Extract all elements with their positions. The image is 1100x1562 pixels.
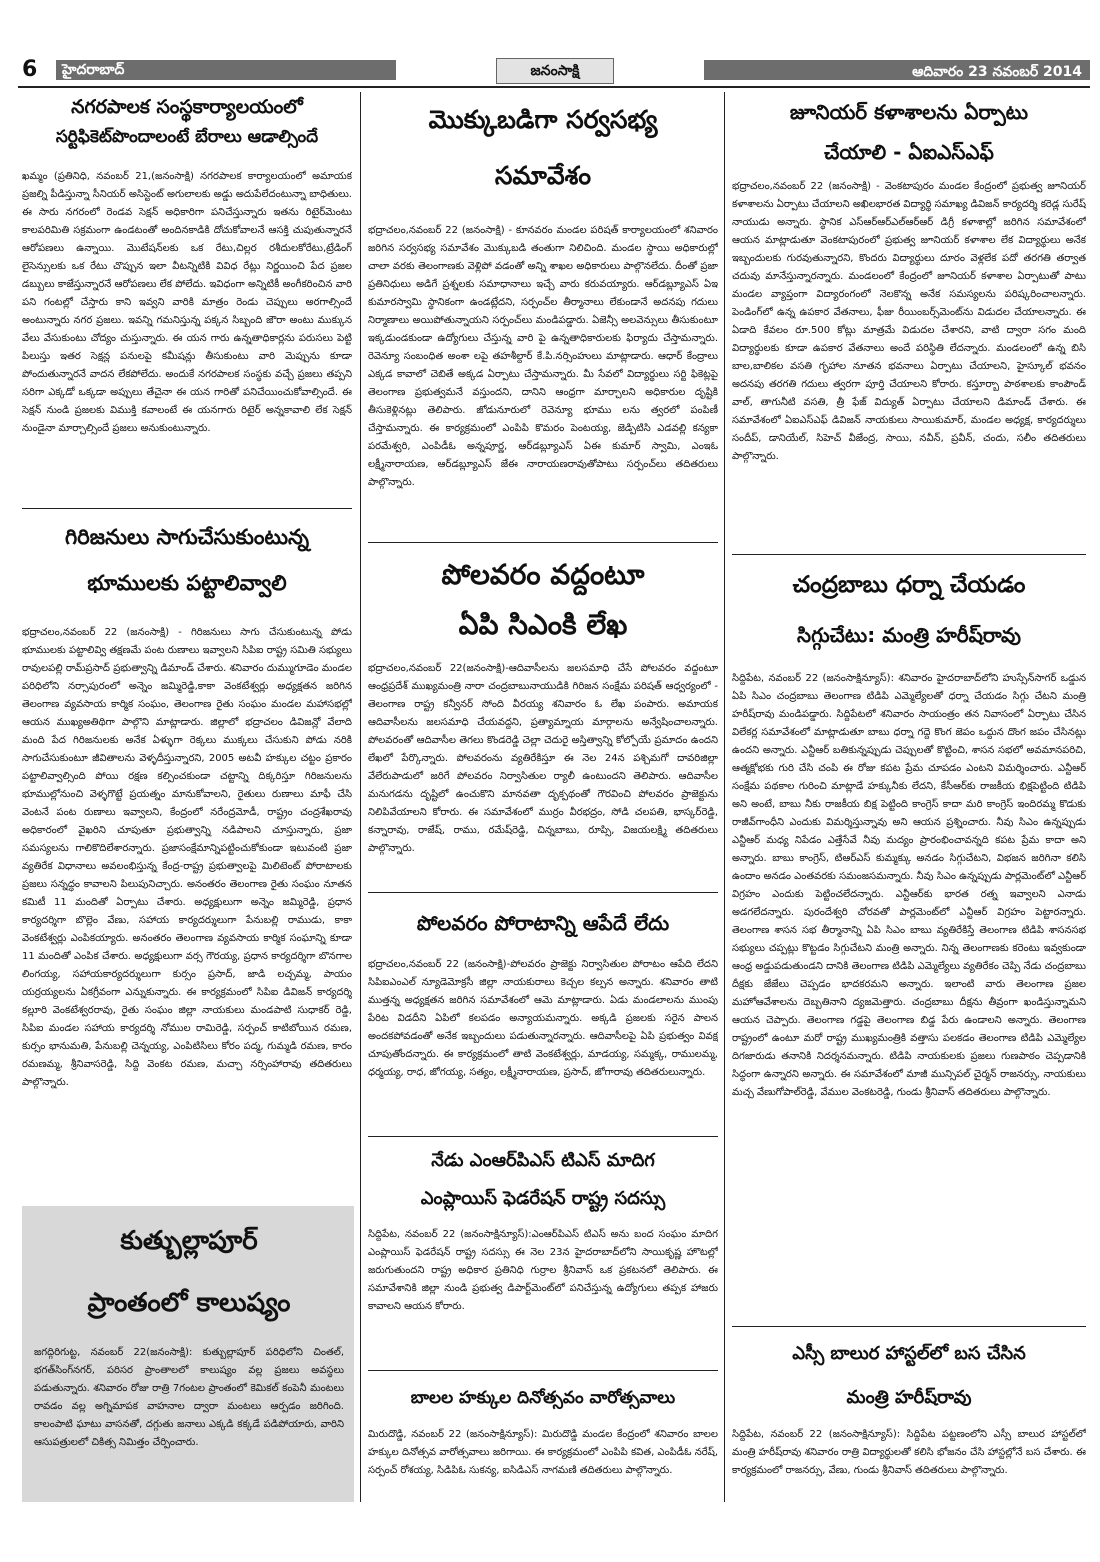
headline: పోలవరం వద్దంటూ [441, 558, 645, 591]
headline: సిగ్గుచేటు: మంత్రి హరీష్‌రావు [797, 623, 1021, 647]
article-chandrababu [732, 560, 1086, 1318]
masthead-rule [18, 86, 1090, 88]
headline: జూనియర్ కళాశాలను ఏర్పాటు [789, 100, 1029, 124]
section-rule [368, 1136, 718, 1137]
headline: కుత్బుల్లాపూర్ [120, 1226, 258, 1256]
article-polavaram-lekha [368, 550, 718, 894]
section-rule [732, 554, 1086, 555]
section-rule [368, 892, 718, 893]
section-rule [368, 1370, 718, 1371]
city-label: హైదరాబాద్ [62, 62, 125, 78]
section-rule [732, 1326, 1086, 1327]
newspaper-logo: జనంసాక్షి [496, 58, 614, 84]
column-rule-left [360, 92, 361, 1502]
article-body: భద్రాచలం,నవంబర్ 22 (జనంసాక్షి)-పోలవరం ప్రాజెక్టు నిర్వాసితుల పోరాటం ఆపేది లేదని సిపిఐఎంఎల్ న్యూడెమోక్రసీ జిల్లా నాయకురాలు కెచ్చల కల్పన అన్నారు. శనివారం తాటి ముత్తన్న అధ్యక్షతన జరిగిన సమావేశంలో ఆమె మాట్లాడారు. ఏడు మండలాలను ముంపు పేరిట విడదీని ఏపిలో కలపడం అన్యాయమన్నారు. అక్కడి ప్రజలకు సరైన పాలన అందకపోవడంతో అనేక ఇబ్బందులు పడుతున్నారన్నారు. ఆదివాసీలపై ఏపి ప్రభుత్వం వివక్ష చూపుతోందన్నారు. ఈ కార్యక్రమంలో తాటి వెంకటేశ్వర్లు, మాడయ్య, సమ్మక్క, రాములమ్మ, ధర్మయ్య, రాధ, జోగయ్య, సత్యం, లక్ష్మీనారాయణ, ప్రసాద్, జోగారావు తదితరులున్నారు. [368, 959, 718, 1078]
headline: పోలవరం పోరాటాన్ని ఆపేదే లేదు [416, 911, 670, 935]
article-kutbullapur [34, 1210, 344, 1488]
article-junior-college [732, 92, 1086, 556]
masthead [18, 58, 1090, 82]
headline: మొక్కుబడిగా సర్వసభ్య [428, 105, 658, 134]
article-body: సిద్దిపేట, నవంబర్ 22 (జనంసాక్షిన్యూస్): సిద్దిపేట పట్టణంలోని ఎస్సీ బాలుర హాస్టల్‌లో మంత్రి హరీష్‌రావు శనివారం రాత్రి విద్యార్థులతో కలిసి భోజనం చేసి హాస్టల్లోనే బస చేశారు. ఈ కార్యక్రమంలో రాజనర్సు, వేణు, గుండు శ్రీనివాస్ తదితరులు పాల్గొన్నారు. [732, 1429, 1086, 1476]
section-rule [368, 542, 718, 543]
headline: చేయాలి - ఏఐఎస్ఎఫ్ [824, 140, 994, 164]
headline: ఏపి సిఎంకి లేఖ [458, 608, 628, 641]
article-nagarapalaka [22, 92, 352, 486]
headline: భూములకు పట్టాలివ్వాలి [87, 571, 287, 595]
column-rule-right [724, 92, 725, 1502]
article-body: భద్రాచలం,నవంబర్ 22 (జనంసాక్షి) - వెంకటాపురం మండల కేంద్రంలో ప్రభుత్వ జూనియర్ కళాశాలను ఏర్పాటు చేయాలని అఖిలభారత విద్యార్థి సమాఖ్య డివిజన్ కార్యదర్శి కరెడ్ల సురేష్ నాయుడు అన్నారు. స్థానిక ఎస్‌ఆర్‌ఆర్‌ఎల్‌ఆర్‌ఆర్ డిగ్రీ కళాశాల్లో జరిగిన సమావేశంలో ఆయన మాట్లాడుతూ వెంకటాపురంలో ప్రభుత్వ జూనియర్ కళాశాల లేక విద్యార్థులు అనేక ఇబ్బందులకు గురవుతున్నారని, కొందరు విద్యార్థులు దూరం వెళ్లలేక పదో తరగతి తర్వాత చదువు మానేస్తున్నారన్నారు. మండలంలో కేంద్రంలో జూనియర్ కళాశాల ఏర్పాటుతో పాటు మండల వ్యాప్తంగా విద్యారంగంలో నెలకొన్న అనేక సమస్యలను పరిష్కరించాలన్నారు. పెండింగ్‌లో ఉన్న ఉపకార వేతనాలు, ఫీజు రీయింబర్స్‌మెంట్‌ను విడుదల చేయాలన్నారు. ఈ ఏడాది కేవలం రూ.500 కోట్లు మాత్రమే విడుదల చేశారని, వాటి ద్వారా సగం మంది విద్యార్థులకు కూడా ఉపకార వేతనాలు అందే పరిస్థితి లేదన్నారు. మండలంలో ఉన్న బిసి బాల,బాలికల వసతి గృహాల నూతన భవనాలు ఏర్పాటు చేయాలని, హైస్కూల్ భవనం అదనపు తరగతి గదులు త్వరగా పూర్తి చేయాలని కోరారు. కస్తూర్బా పాఠశాలకు కాంపౌండ్ వాల్, తాగునీటి వసతి, త్రీ ఫేజ్ విద్యుత్ ఏర్పాటు చేయాలని డిమాండ్ చేశారు. ఈ సమావేశంలో ఏఐఎస్ఎఫ్ డివిజన్ నాయకులు సాయికుమార్, మండల అధ్యక్ష, కార్యదర్శులు సందీప్, డానియేల్, సిహెచ్ వీజేంద్ర, సాయి, నవీన్, ప్రవీన్, చందు, సలీం తదితరులు పాల్గొన్నారు. [732, 181, 1086, 462]
headline: బాలల హక్కుల దినోత్సవం వారోత్సవాలు [410, 1388, 676, 1408]
article-body: మిరుదొడ్డి, నవంబర్ 22 (జనంసాక్షిన్యూస్): మిరుదొడ్డి మండల కేంద్రంలో శనివారం బాలల హక్కుల దినోత్సవ వారోత్సవాలు జరిగాయి. ఈ కార్యక్రమంలో ఎంపిపి కవిత, ఎంపిడీఓ నరేష్, సర్పంచ్ రోశయ్య, సిడిపిఓ సుకన్య, ఐసిడిఎస్ నాగమణి తదితరులు పాల్గొన్నారు. [368, 1429, 718, 1476]
date-bar [704, 60, 1090, 80]
headline: ఎస్సీ బాలుర హాస్టల్‌లో బస చేసిన [792, 1343, 1026, 1364]
article-body: సిద్దిపేట, నవంబర్ 22 (జనంసాక్షిన్యూస్): శనివారం హైదరాబాద్‌లోని హుస్సేన్‌సాగర్ ఒడ్డున ఏపి సిఎం చంద్రబాబు తెలంగాణ టిడిపి ఎమ్మెల్యేలతో ధర్నా చేయడం సిగ్గు చేటని మంత్రి హరీష్‌రావు మండిపడ్డారు. సిద్దిపేటలో శనివారం సాయంత్రం తన నివాసంలో ఏర్పాటు చేసిన విలేకర్ల సమావేశంలో మాట్లాడుతూ బాబు ధర్నా గద్దె కొంగ జెపం ఒద్దున దొంగ జపం చేసినట్లు ఉందని అన్నారు. ఎన్టీఆర్ బతికున్నప్పుడు చెప్పులతో కొట్టించి, శాసన సభలో అవమానపరిచి, ఆత్మక్షోభకు గురి చేసి చంపి ఈ రోజు కపట ప్రేమ చూపడం ఎంటని విమర్శించారు. ఎన్టీఆర్ సంక్షేమ పథకాల గురించి మాట్లాడే హక్కునీకు లేదని, కేసీఆర్‌కు రాజకీయ భిక్షపెట్టింది టిడిపి అని అంటే, బాబు నీకు రాజకీయ బిక్ష పెట్టింది కాంగ్రెస్ కాదా మరి కాంగ్రెస్ ఇందిరమ్మ కొడుకు రాజీవ్‌గాంధీని ఎందుకు విమర్శిస్తున్నావు అని ఆయన ప్రశ్నించారు. నీవు సిఎం ఉన్నప్పుడు ఎన్టీఆర్ మధ్య నిపేడం ఎత్తేసేవే నీవు మద్యం ప్రారంభించావన్నది కపట ప్రేమ కాదా అని అన్నారు. బాబు కాంగ్రెస్, టిఆర్‌ఎస్ కుమ్మక్కు అనడం సిగ్గుచేటని, విభజన జరిగినా కలిసి ఉందాం అనడం ఎంతవరకు సమంజసమన్నారు. నీవు సిఎం ఉన్నప్పుడు పార్లమెంట్‌లో ఎన్టీఆర్ విగ్రహం ఎందుకు పెట్టించలేదన్నారు. ఎన్టీఆర్‌కు భారత రత్న ఇవ్వాలని ఎనాడు అడగలేదన్నారు. పురందేశ్వరి చోరవతో పార్లమెంట్‌లో ఎన్టీఆర్ విగ్రహం పెట్టారన్నారు. తెలంగాణ శాసన సభ తీర్మానాన్ని ఏపి సిఎం బాబు వ్యతిరేకిస్తే తెలంగాణ టిడిపి శాసనసభ సభ్యులు చప్పట్లు కొట్టడం సిగ్గుచేటని మంత్రి అన్నారు. నిన్న తెలంగాణకు కరెంటు ఇవ్వకుండా ఆంధ్ర అడ్డుపడుతుండని దానికి తెలంగాణ టిడిపి ఎమ్మెల్యేలు వ్యతిరేకం చెప్పి నేడు చంద్రబాబు దీక్షకు జేజేలు చెప్పడం భాదకరమని అన్నారు. ఇలాంటి వారు తెలంగాణ ప్రజల మహోఆవేశాలను దెబ్బతినాని ద్యజమెత్తారు. చంద్రబాబు దీక్షను తీవ్రంగా ఖండిస్తున్నామని ఆయన చెప్పారు. తెలంగాణ గడ్డపై తెలంగాణ బిడ్డ పేరు ఉండాలని అన్నారు. తెలంగాణ రాష్ట్రంలో ఉంటూ మరో రాష్ట్ర ముఖ్యమంత్రికి వత్తాసు పలకడం తెలంగాణ టిడిపి ఎమ్మెల్యేల దిగజారుడు తనానికి నిదర్శనమన్నారు. టిడిపి నాయకులకు ప్రజలు గుణపాఠం చెప్పడానికి సిద్ధంగా ఉన్నారని అన్నారు. ఈ సమావేశంలో మాజీ మున్సిపల్ చైర్మన్ రాజనర్సు, నాయకులు మచ్చ వేణుగోపాల్‌రెడ్డి, వేముల వెంకటరెడ్డి, గుండు శ్రీనివాస్ తదితరులు పాల్గొన్నారు. [732, 673, 1086, 1098]
section-rule [22, 508, 352, 509]
article-body: జగద్గిరిగుట్ట, నవంబర్ 22(జనంసాక్షి): కుత్బుల్లాపూర్ పరిధిలోని చింతల్, భగత్‌సింగ్‌నగర్, పరిసర ప్రాంతాలలో కాలుష్యం వల్ల ప్రజలు అవస్థలు పడుతున్నారు. శనివారం రోజు రాత్రి 7గంటల ప్రాంతంలో కెమికల్ కంపెనీ మంటలు రావడం వల్ల అగ్నిమాపక వాహనాల ద్వారా మంటలు ఆర్పడం జరిగింది. కాలంపాటి ఘాటు వాసనతో, దగ్గుతు జనాలు ఎక్కడి కక్కడే పడిపోయారు, వారిని ఆసుపత్రులలో చికిత్స నిమిత్తం చేర్పించారు. [34, 1347, 344, 1448]
headline: సమావేశం [494, 161, 592, 190]
article-body: ఖమ్మం (ప్రతినిధి, నవంబర్ 21,(జనంసాక్షి) నగరపాలక కార్యాలయంలో అమాయక ప్రజల్ని పీడిస్తున్నా సీనియర్ అసిస్టెంట్ అగులాలకు అడ్డు అదుపేలేదంటున్నా బాధితులు. ఈ సారు నగరంలో రెండవ సెక్షన్ అధికారిగా పనిచేస్తున్నారు ఇతను రిటైర్‌మెంటు కాలపరిమితి సక్రమంగా ఉండటంతో అందినకాడికి దోచుకోవాలనే ఆసక్తి చుపుతున్నారనే ఆరోపణలు ఉన్నాయి. మొటేషన్‌లకు ఒక రేటు,చిల్లర రశీదులకోరేటు,ట్రేడింగ్ లైసెన్సులకు ఒక రేటు చొప్పున ఇలా వీటన్నిటికి వివిధ రేట్లు నిర్ణయించి పేద ప్రజల డబ్బులు కాజేస్తున్నారనే ఆరోపణలు లేక పోలేదు. ఇవిధంగా అన్నిటికీ అంగీకరించిన వారి పని గంటల్లో చేస్తారు కాని ఇవ్వని వారికి మాత్రం రెండు చెప్పులు అరగాల్సిందే అంటున్నారు నగర ప్రజలు. ఇవన్ని గమనిస్తున్న పక్కన సిబ్బంది జౌరా అంటు ముక్కున వేలు వేసుకుంటు చోద్యం చుస్తున్నారు. ఈ యన గారు ఉన్నతాధికార్లను పరుసలు పెట్టి పిలుస్తు ఇతర సెక్షన్ల పనులపై కమీషన్లు తీసుకుంటు వారి మెప్పును కూడా పోందుతున్నారనే వాదన లేకపోలేదు. అందుకే నగరపాలక సంస్థకు వచ్చే ప్రజలు తప్పని సరిగా ఎక్కడో ఒక్కడా అప్పులు తేచైనా ఈ యన గారితో పనిచేయించుకోవాల్సిందే. ఈ సెక్షన్ నుండి ప్రజలకు విముక్తి కవాలంటే ఈ యనగారు రిటైర్ అన్నకావాలి లేక సెక్షన్ నుండైనా మార్చాల్సిందే ప్రజలు అనుకుంటున్నారు. [22, 171, 352, 434]
headline: ఎంప్లాయిస్ ఫెడరేషన్ రాష్ట్ర సదస్సు [420, 1188, 666, 1209]
article-balala [368, 1376, 718, 1498]
headline: నగరపాలక సంస్థకార్యాలయంలో [71, 96, 303, 118]
article-body: సిద్దిపేట, నవంబర్ 22 (జనంసాక్షిన్యూస్):ఎంఆర్‌పిఎస్ టిఎస్ అను బంద సంఘం మాదిగ ఎంప్లాయిస్ ఫెడరేషన్ రాష్ట్ర సదస్సు ఈ నెల 23న హైదరాబాద్‌లోని సాయికృష్ణ హొటల్లో జరుగుతుందని రాష్ట్ర అధికార ప్రతినిధి గుర్రాల శ్రీనివాస్ ఒక ప్రకటనలో తెలిపారు. ఈ సమావేశానికి జిల్లా నుండి ప్రభుత్వ డిపార్ట్‌మెంట్‌లో పనిచేస్తున్న ఉద్యోగులు తప్పక హాజరు కావాలని ఆయన కోరారు. [368, 1229, 718, 1312]
article-body: భద్రాచలం,నవంబర్ 22 (జనంసాక్షి) - కూనవరం మండల పరిషత్ కార్యాలయంలో శనివారం జరిగిన సర్వసభ్య సమావేశం మొక్కుబడి తంతుగా నిలిచింది. మండల స్థాయి అధికారుల్లో చాలా వరకు తెలంగాణకు వెళ్లిపో వడంతో అన్ని శాఖల అధికారులు పాల్గొనలేదు. దీంతో ప్రజా ప్రతినిధులు అడిగే ప్రశ్నలకు సమాధానాలు ఇచ్చే వారు కరువయ్యారు. ఆర్‌డబ్ల్యూఎస్ ఏఇ కుమారస్వామి స్థానికంగా ఉండట్లేదని, సర్పంచ్‌ల తీర్మానాలు లేకుండానే అదనపు గదులు నిర్మాణాలు అయిపోతున్నాయని సర్పంచ్‌లు మండిపడ్డారు. ఏజెన్సీ అలవెన్సులు తీసుకుంటూ ఇక్కడుండకుండా ఉద్యోగులు చేస్తున్న వారి పై ఉన్నతాధికారులకు ఫిర్యాదు చేస్తామన్నారు. రెవెన్యూ సంబంధిత అంశా లపై తహశీల్దార్ కే.పి.నర్సింహులు మాట్లాడారు. ఆధార్ కేంద్రాలు ఎక్కడ కావాలో చెబితే అక్కడ ఏర్పాటు చేస్తామన్నారు. మీ సేవలో విద్యార్థులు సర్టి ఫికెట్లపై తెలంగాణ ప్రభుత్వమనే వస్తుందని, దానిని ఆంధ్రగా మార్చాలని అధికారుల దృష్టికి తీసుకెళ్లినట్లు తెలిపారు. జోడునూరులో రెవెన్యూ భూము లను త్వరలో పంపిణీ చేస్తామన్నారు. ఈ కార్యక్రమంలో ఎంపిపి కొమరం పెంటయ్య, జెడ్పిటిసి ఎడవల్లి కన్యకా పరమేశ్వరి, ఎంపిడీఓ అన్నపూర్ణ, ఆర్‌డబ్ల్యూఎస్ ఏఈ కుమార్ స్వామి, ఎంఇఓ లక్ష్మీనారాయణ, ఆర్‌డబ్ల్యూఎస్ జేఈ నారాయణరావుతోపాటు సర్పంచ్‌లు తదితరులు పాల్గొన్నారు. [368, 225, 718, 488]
issue-date: ఆదివారం 23 నవంబర్ 2014 [912, 64, 1082, 80]
article-polavaram-poratam [368, 898, 718, 1136]
article-sc-hostel [732, 1332, 1086, 1498]
article-body: భద్రాచలం,నవంబర్ 22(జనంసాక్షి)-ఆదివాసీలను జలసమాధి చేసే పోలవరం వద్దంటూ ఆంధ్రప్రదేశ్ ముఖ్యమంత్రి నారా చంద్రబాబునాయుడికి గిరిజన సంక్షేమ పరిషత్ ఆధ్వర్యంలో - తెలంగాణ రాష్ట్ర కన్వీనర్ సోంది వీరయ్య శనివారం ఓ లేఖ పంపారు. అమాయక ఆదివాసీలను జలసమాధి చేయవద్దని, ప్రత్యామ్నాయ మార్గాలను అన్వేషించాలన్నారు. పోలవరంతో ఆదివాసీల తెగలు కొండరెడ్డి చెల్లా చెదురై అస్తిత్వాన్ని కోల్పోయే ప్రమాదం ఉందని లేఖలో పేర్కొన్నారు. పోలవరంను వ్యతిరేకిస్తూ ఈ నెల 24న పశ్చిమగో దావరిజిల్లా వేలేరుపాడులో జరిగే పోలవరం నిర్వాసితుల ర్యాలీ ఉంటుందని తెలిపారు. ఆదివాసీల మనుగడను దృష్టిలో ఉంచుకొని మానవతా దృక్పథంతో గౌరవించి పోలవరం ప్రాజెక్టును నిలిపివేయాలని కోరారు. ఈ సమావేశంలో ముర్రం వీరభద్రం, సోడి చలపతి, భాస్కర్‌రెడ్డి, కన్నారావు, రాజేష్, రాము, రమేష్‌రెడ్డి, చిన్నబాబు, రూప్సి, విజయలక్ష్మి తదితరులు పాల్గొన్నారు. [368, 663, 718, 854]
headline: ప్రాంతంలో కాలుష్యం [87, 1288, 291, 1318]
headline: మంత్రి హరీష్‌రావు [846, 1387, 972, 1408]
headline: సర్టిఫికెట్‌పొందాలంటే బేరాలు ఆడాల్సిందే [55, 127, 319, 147]
headline: నేడు ఎంఆర్‌పిఎస్ టిఎస్ మాదిగ [431, 1150, 655, 1171]
article-mrps [368, 1142, 718, 1334]
page-number: 6 [22, 57, 38, 82]
article-sarvasabhya [368, 92, 718, 546]
headline: గిరిజనులు సాగుచేసుకుంటున్న [65, 525, 309, 549]
headline: చంద్రబాబు ధర్నా చేయడం [792, 572, 1026, 598]
article-body: భద్రాచలం,నవంబర్ 22 (జనంసాక్షి) - గిరిజనులు సాగు చేసుకుంటున్న పోడు భూములకు పట్టాలివ్వి తక్షణమే పంట రుణాలు ఇవ్వాలని సిపిఐ రాష్ట్ర సమితి సభ్యులు రావులపల్లి రామ్‌ప్రసాద్ ప్రభుత్వాన్ని డిమాండ్ చేశారు. శనివారం దుమ్ముగూడెం మండల పరిధిలోని నర్సాపురంలో అన్నెం జమ్మిరెడ్డి,కాకా వెంకటేశ్వర్లు అధ్యక్షతన జరిగిన తెలంగాణ వ్యవసాయ కార్మిక సంఘం, తెలంగాణ రైతు సంఘం మండల మహాసభల్లో ఆయన ముఖ్యఅతిథిగా పాల్గొని మాట్లాడారు. జిల్లాలో భద్రాచలం డివిజన్లో వేలాది మంది పేద గిరిజనులకు అనేక ఏళ్ళుగా రెక్కలు ముక్కలు చేసుకుని పోడు నరికి సాగుచేసుకుంటూ జీవితాలను వెళ్ళదీస్తున్నారని, 2005 అటవీ హక్కుల చట్టం ప్రకారం పట్టాలివ్వాల్సింది పోయి రక్షణ కల్పించకుండా చట్టాన్ని దిక్కరిస్తూ గిరిజనులను భూముల్లోనుంచి వెళ్ళగొట్టే ప్రయత్నం మానుకోవాలని, రైతులు రుణాలు మాఫీ చేసి వెంటనే పంట రుణాలు ఇవ్వాలని, కేంద్రంలో నరేంద్రమోడీ, రాష్ట్రం చంద్రశేఖరావు అధికారంలో వైఖరిని చూపుతూ ప్రభుత్వాన్ని నడిపాలని చూస్తున్నారు, ప్రజా సమస్యలను గాలికొదిలేశారన్నారు. ప్రజాసంక్షేమాన్నిపట్టించుకోకుండా ఇటువంటి ప్రజా వ్యతిరేక విధానాలు అవలంభిస్తున్న కేంద్ర-రాష్ట్ర ప్రభుత్వాలపై మిలిటెంట్ పోరాటాలకు ప్రజలు సన్నద్ధం కావాలని పిలుపునిచ్చారు. అనంతరం తెలంగాణ రైతు సంఘం నూతన కమిటీ 11 మందితో ఏర్పాటు చేశారు. అధ్యక్షులుగా అన్నెం జమ్మిరెడ్డి, ప్రధాన కార్యదర్శిగా బొల్లెం వేణు, సహాయ కార్యదర్శులుగా పేనుబల్లి రాముడు, కాకా వెంకటేశ్వర్లు ఎంపికయ్యారు. అనంతరం తెలంగాణ వ్యవసాయ కార్మిక సంఘాన్ని కూడా 11 మందితో ఎంపిక చేశారు. అధ్యక్షులుగా వర్స గౌరయ్య, ప్రధాన కార్యదర్శిగా బొనగాల లింగయ్య, సహాయకార్యదర్శులుగా కుర్సం ప్రసాద్, జాడి లచ్చమ్మ, పాయం యర్రయ్యలను ఏకగ్రీవంగా ఎన్నుకున్నారు. ఈ కార్యక్రమంలో సిపిఐ డివిజన్ కార్యదర్శి కల్లూరి వెంకటేశ్వరరావు, రైతు సంఘం జిల్లా నాయకులు మండపాటి సుధాకర్ రెడ్డి, సిపిఐ మండల సహాయ కార్యదర్శి నోముల రామిరెడ్డి, సర్పంచ్ కాటిబోయిన రమణ, కుర్సం భానుమతి, పేనుబల్లి చెన్నయ్య, ఎంపిటిసిలు కోరం పద్మ, గుమ్మడి రమణ, కారం రమణమ్మ, శ్రీనివాసరెడ్డి, సిద్ది వెంకట రమణ, మచ్చా నర్సింహారావు తదితరులు పాల్గొన్నారు. [22, 627, 352, 1088]
article-girijanulu [22, 514, 352, 1200]
